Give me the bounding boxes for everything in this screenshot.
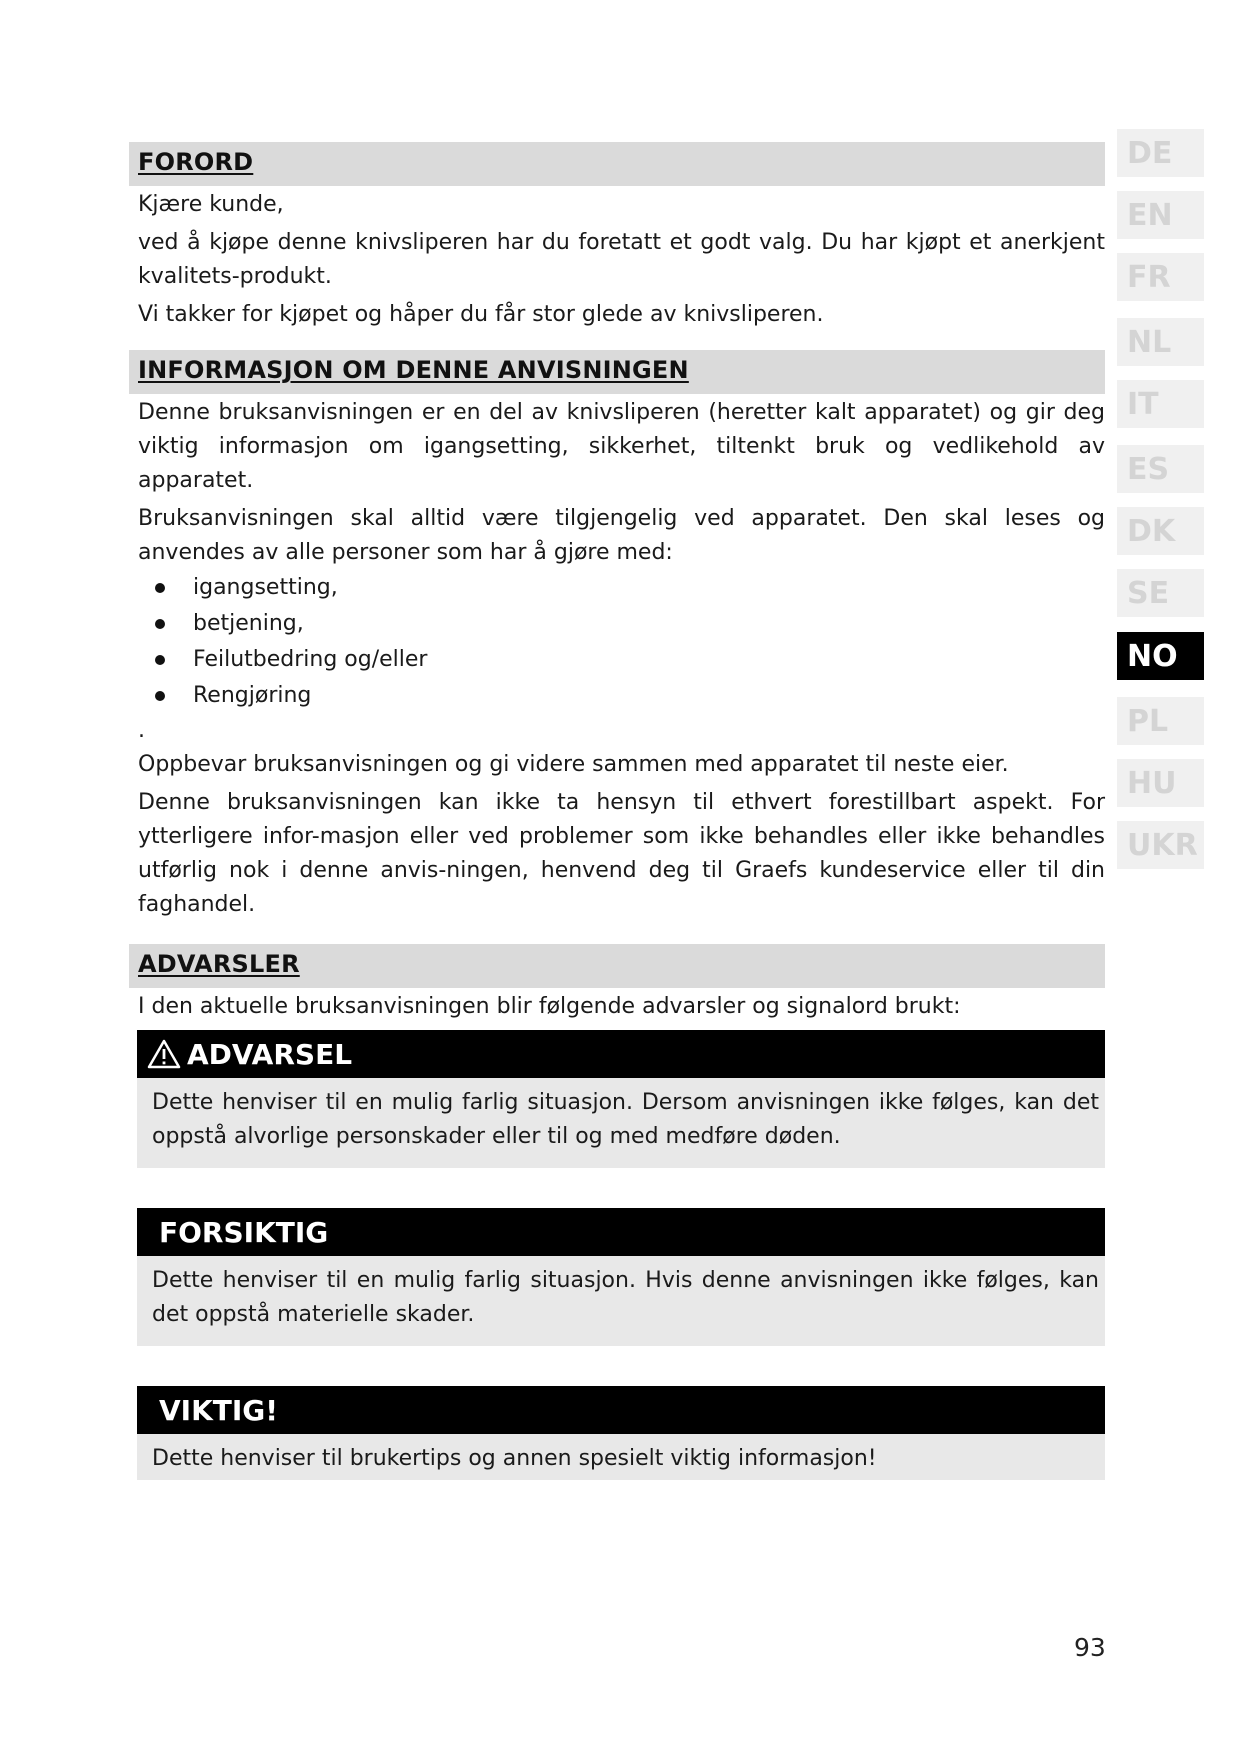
section-heading-advarsler [129, 944, 1105, 988]
list-item-text: Feilutbedring og/eller [193, 647, 428, 672]
language-tab-fr[interactable] [1117, 253, 1204, 301]
bullet-icon [155, 583, 165, 593]
list-item [155, 606, 1105, 642]
list-item [155, 642, 1105, 678]
bullet-icon [155, 655, 165, 665]
section-heading-text: ADVARSLER [138, 950, 300, 978]
language-tab-label: UKR [1127, 827, 1198, 863]
list-item-text: igangsetting, [193, 575, 338, 600]
language-tab-es[interactable] [1117, 445, 1204, 493]
language-tab-label: IT [1127, 386, 1159, 422]
language-tab-dk[interactable] [1117, 507, 1204, 555]
section-heading-text: INFORMASJON OM DENNE ANVISNINGEN [138, 356, 689, 384]
warning-box-text: Dette henviser til en mulig farlig situasjon. Hvis denne anvisningen ikke følges, kan det oppstå materielle skader. [152, 1268, 1099, 1327]
stray-period: . [138, 718, 145, 743]
page-content [129, 142, 1105, 1480]
language-tab-label: DK [1127, 513, 1176, 549]
paragraph: Denne bruksanvisningen kan ikke ta hensyn til ethvert forestillbart aspekt. For ytterligere infor-masjon eller ved problemer som ikke behandles eller ikke behandles utførlig nok i denne anvis-ningen, henvend deg til Graefs kundeservice eller til din faghandel. [138, 790, 1105, 917]
language-tab-en[interactable] [1117, 191, 1204, 239]
warning-box-header [137, 1030, 1105, 1078]
warning-box-forsiktig [137, 1208, 1105, 1346]
list-item-text: betjening, [193, 611, 304, 636]
warning-box-title: FORSIKTIG [159, 1215, 329, 1249]
list-item [155, 570, 1105, 606]
list-item [155, 678, 1105, 714]
language-tab-no[interactable] [1117, 632, 1204, 680]
warning-box-text: Dette henviser til en mulig farlig situasjon. Dersom anvisningen ikke følges, kan det oppstå alvorlige personskader eller til og med medføre døden. [152, 1090, 1099, 1149]
section-heading-informasjon [129, 350, 1105, 394]
warning-box-header [137, 1208, 1105, 1256]
bullet-icon [155, 691, 165, 701]
warning-box-advarsel [137, 1030, 1105, 1168]
paragraph: ved å kjøpe denne knivsliperen har du foretatt et godt valg. Du har kjøpt et anerkjent kvalitets-produkt. [138, 230, 1105, 289]
language-tab-label: DE [1127, 135, 1173, 171]
list-item-text: Rengjøring [193, 683, 312, 708]
info-box-title: VIKTIG! [159, 1393, 279, 1427]
bullet-icon [155, 619, 165, 629]
language-tab-nl[interactable] [1117, 318, 1204, 366]
language-tab-it[interactable] [1117, 380, 1204, 428]
warning-box-title: ADVARSEL [187, 1037, 353, 1071]
language-tab-label: EN [1127, 197, 1173, 233]
language-tab-se[interactable] [1117, 569, 1204, 617]
language-tab-label: ES [1127, 451, 1170, 487]
language-tab-pl[interactable] [1117, 697, 1204, 745]
section-heading-text: FORORD [138, 148, 254, 176]
language-tab-label: NL [1127, 324, 1172, 360]
language-tab-hu[interactable] [1117, 759, 1204, 807]
language-tab-label: PL [1127, 703, 1169, 739]
info-box-header [137, 1386, 1105, 1434]
language-tab-de[interactable] [1117, 129, 1204, 177]
paragraph: I den aktuelle bruksanvisningen blir følgende advarsler og signalord brukt: [138, 994, 961, 1019]
warning-triangle-icon [147, 1039, 181, 1069]
language-tab-label: NO [1127, 638, 1178, 674]
page-number: 93 [1074, 1633, 1106, 1662]
section-heading-forord [129, 142, 1105, 186]
paragraph: Vi takker for kjøpet og håper du får stor glede av knivsliperen. [138, 302, 824, 327]
language-tab-label: HU [1127, 765, 1177, 801]
language-tab-ukr[interactable] [1117, 821, 1204, 869]
paragraph: Oppbevar bruksanvisningen og gi videre sammen med apparatet til neste eier. [138, 752, 1009, 777]
info-box-text: Dette henviser til brukertips og annen spesielt viktig informasjon! [152, 1446, 877, 1471]
info-box-viktig [137, 1386, 1105, 1480]
greeting: Kjære kunde, [138, 192, 284, 217]
language-tab-label: FR [1127, 259, 1171, 295]
paragraph: Bruksanvisningen skal alltid være tilgjengelig ved apparatet. Den skal leses og anvendes av alle personer som har å gjøre med: [138, 506, 1105, 565]
bullet-list [129, 570, 1105, 714]
language-tab-label: SE [1127, 575, 1170, 611]
paragraph: Denne bruksanvisningen er en del av knivsliperen (heretter kalt apparatet) og gir deg viktig informasjon om igangsetting, sikkerhet, tiltenkt bruk og vedlikehold av apparatet. [138, 400, 1105, 493]
